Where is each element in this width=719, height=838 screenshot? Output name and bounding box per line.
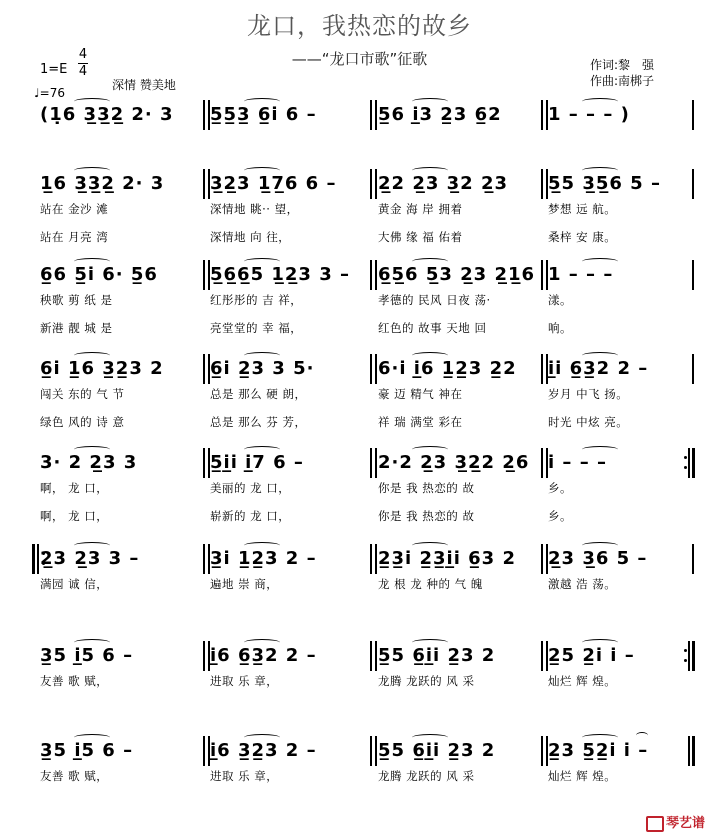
lyric-verse-1: 龙腾 龙跃的 风 采 (378, 769, 475, 783)
time-sig-bottom: 4 (78, 64, 88, 79)
melody-measure: i̲6 6̲3̲2 2 – (210, 645, 317, 666)
lyric-verse-2: 啊， 龙 口， (40, 509, 109, 523)
barline (541, 260, 543, 290)
barline (203, 100, 205, 130)
lyric-verse-1: 进取 乐 章， (210, 769, 279, 783)
slur (74, 352, 110, 359)
melody-measure: i – – – (548, 452, 607, 473)
slur (74, 639, 110, 646)
barline-double (375, 736, 377, 766)
lyric-verse-2: 亮堂堂的 幸 福， (210, 321, 303, 335)
barline-double (375, 169, 377, 199)
slur (412, 542, 448, 549)
melody-measure: 5̲5 3̲5̲6 5 – (548, 173, 661, 194)
barline (370, 354, 372, 384)
song-subtitle: ——“龙口市歌”征歌 (291, 50, 428, 68)
lyric-verse-1: 闯关 东的 气 节 (40, 387, 125, 401)
repeat-dot (684, 649, 687, 652)
lyric-verse-1: 岁月 中飞 扬。 (548, 387, 629, 401)
slur (244, 639, 280, 646)
melody-measure: i̲i 6̲3̲2 2 – (548, 358, 649, 379)
melody-measure: 3̲5 i̲5 6 – (40, 740, 134, 761)
lyric-verse-1: 美丽的 龙 口， (210, 481, 291, 495)
slur (244, 734, 280, 741)
slur (74, 167, 110, 174)
barline-double (375, 544, 377, 574)
lyric-verse-1: 乡。 (548, 481, 572, 495)
barline (370, 260, 372, 290)
melody-measure: 2̲3 3̲6 5 – (548, 548, 648, 569)
melody-measure: 5̲5̲3̲ 6̲i̇ 6 – (210, 104, 317, 125)
barline (692, 260, 694, 290)
lyric-verse-1: 黄金 海 岸 拥着 (378, 202, 463, 216)
barline (370, 100, 372, 130)
barline (203, 169, 205, 199)
slur (582, 167, 618, 174)
lyric-verse-1: 你是 我 热恋的 故 (378, 481, 475, 495)
melody-measure: (1̣6 3̲3̲2̲ 2· 3 (40, 104, 174, 125)
slur (582, 352, 618, 359)
fermata-mark (636, 732, 648, 739)
lyric-verse-2: 总是 那么 芬 芳， (210, 415, 307, 429)
slur (582, 542, 618, 549)
barline (203, 448, 205, 478)
slur (74, 446, 110, 453)
lyric-verse-1: 龙 根 龙 种的 气 魄 (378, 577, 483, 591)
final-thin-bar (688, 736, 690, 766)
lyric-verse-2: 桑梓 安 康。 (548, 230, 617, 244)
lyric-verse-1: 红彤彤的 吉 祥， (210, 293, 303, 307)
melody-measure: 2̲2 2̲3 3̲2 2̲3 (378, 173, 508, 194)
slur (412, 446, 448, 453)
repeat-dot (684, 659, 687, 662)
melody-measure: 2·2 2̲3 3̲2̲2 2̲6 (378, 452, 530, 473)
lyric-verse-1: 豪 迈 精气 神在 (378, 387, 463, 401)
barline (541, 100, 543, 130)
lyric-verse-2: 祥 瑞 满堂 彩在 (378, 415, 463, 429)
slur (74, 734, 110, 741)
lyric-verse-2: 红色的 故事 天地 回 (378, 321, 487, 335)
melody-measure: 6̲i 2̲3 3 5· (210, 358, 315, 379)
barline-double (375, 354, 377, 384)
lyric-verse-1: 进取 乐 章， (210, 674, 279, 688)
lyric-verse-1: 友善 歌 赋， (40, 769, 109, 783)
lyricist-credit: 作词:黎 强 (590, 58, 655, 72)
lyric-verse-2: 你是 我 热恋的 故 (378, 509, 475, 523)
melody-measure: 2̲5 2̲i i – (548, 645, 635, 666)
barline (203, 260, 205, 290)
barline (203, 544, 205, 574)
barline (203, 641, 205, 671)
lyric-verse-2: 深情地 向 往， (210, 230, 291, 244)
time-sig-top: 4 (78, 47, 88, 62)
barline (370, 544, 372, 574)
melody-measure: 6̲i 1̲6 3̲2̲3 2 (40, 358, 164, 379)
repeat-end-thin (688, 641, 690, 671)
repeat-start-bar (32, 544, 35, 574)
slur (582, 446, 618, 453)
barline (692, 354, 694, 384)
barline-double (375, 260, 377, 290)
melody-measure: i̲6 3̲2̲3 2 – (210, 740, 317, 761)
lyric-verse-1: 灿烂 辉 煌。 (548, 769, 617, 783)
barline (541, 544, 543, 574)
barline (370, 448, 372, 478)
melody-measure: 2̲3 5̲2̲i i – (548, 740, 649, 761)
slur (74, 542, 110, 549)
melody-measure: 3· 2 2̲3 3 (40, 452, 138, 473)
slur (244, 167, 280, 174)
repeat-end-bar (692, 448, 695, 478)
barline (203, 736, 205, 766)
tempo-mark: ♩=76 (34, 86, 65, 100)
barline (370, 736, 372, 766)
melody-measure: 3̲5 i̲5 6 – (40, 645, 134, 666)
lyric-verse-1: 激越 浩 荡。 (548, 577, 617, 591)
slur (412, 734, 448, 741)
lyric-verse-1: 灿烂 辉 煌。 (548, 674, 617, 688)
repeat-end-thin (688, 448, 690, 478)
melody-measure: 2̲3 2̲3 3 – (40, 548, 140, 569)
slur (244, 258, 280, 265)
slur (582, 639, 618, 646)
watermark-text: 琴艺谱 (666, 816, 706, 831)
lyric-verse-1: 深情地 眺·· 望， (210, 202, 299, 216)
watermark-logo (646, 812, 705, 832)
slur (412, 258, 448, 265)
lyric-verse-1: 啊， 龙 口， (40, 481, 109, 495)
repeat-dot (684, 466, 687, 469)
song-title: 龙口，我热恋的故乡 (247, 12, 472, 40)
melody-measure: 6̲6 5̲i 6· 5̲6 (40, 264, 158, 285)
barline (541, 448, 543, 478)
slur (412, 352, 448, 359)
lyric-verse-2: 时光 中炫 亮。 (548, 415, 629, 429)
barline-double (375, 641, 377, 671)
barline-double (375, 100, 377, 130)
lyric-verse-2: 站在 月亮 湾 (40, 230, 109, 244)
melody-measure: 6̲5̲6 5̲3 2̲3 2̲1̲6 (378, 264, 536, 285)
repeat-dot (684, 456, 687, 459)
melody-measure: 1̲6 3̲3̲2̲ 2· 3 (40, 173, 165, 194)
melody-measure: 2̲3̲i 2̲3̲i̲i 6̲3 2 (378, 548, 516, 569)
lyric-verse-1: 遍地 崇 商， (210, 577, 279, 591)
barline (692, 544, 694, 574)
barline (370, 169, 372, 199)
slur (582, 734, 618, 741)
lyric-verse-1: 友善 歌 赋， (40, 674, 109, 688)
lyric-verse-2: 绿色 风的 诗 意 (40, 415, 125, 429)
melody-measure: 5̲6 i̲3 2̲3 6̲2 (378, 104, 502, 125)
barline-double (375, 448, 377, 478)
lyric-verse-1: 孝德的 民风 日夜 荡· (378, 293, 491, 307)
lyric-verse-1: 龙腾 龙跃的 风 采 (378, 674, 475, 688)
slur (74, 98, 110, 105)
slur (412, 98, 448, 105)
slur (412, 167, 448, 174)
lyric-verse-1: 梦想 远 航。 (548, 202, 617, 216)
slur (244, 98, 280, 105)
melody-measure: 1 – – – (548, 264, 614, 285)
melody-measure: 3̲2̲3 1̲7̲6 6 – (210, 173, 337, 194)
slur (244, 542, 280, 549)
lyric-verse-1: 总是 那么 硬 朗， (210, 387, 307, 401)
barline (370, 641, 372, 671)
barline (692, 100, 694, 130)
lyric-verse-2: 大佛 缘 福 佑着 (378, 230, 463, 244)
composer-credit: 作曲:南梆子 (590, 74, 655, 88)
melody-measure: 5̲5 6̲i̲i 2̲3 2 (378, 740, 496, 761)
slur (74, 258, 110, 265)
slur (582, 98, 618, 105)
melody-measure: 3̲i 1̲2̲3 2 – (210, 548, 317, 569)
expression-mark: 深情 赞美地 (112, 78, 176, 92)
melody-measure: 5̲5 6̲i̲i 2̲3 2 (378, 645, 496, 666)
barline (541, 354, 543, 384)
repeat-end-bar (692, 641, 695, 671)
final-bar (692, 736, 695, 766)
lyric-verse-1: 漾。 (548, 293, 572, 307)
lyric-verse-1: 秧歌 剪 纸 是 (40, 293, 113, 307)
lyric-verse-2: 乡。 (548, 509, 572, 523)
barline (541, 641, 543, 671)
slur (244, 446, 280, 453)
slur (582, 258, 618, 265)
lyric-verse-1: 满园 诚 信， (40, 577, 109, 591)
lyric-verse-2: 新港 靓 城 是 (40, 321, 113, 335)
slur (244, 352, 280, 359)
lyric-verse-2: 崭新的 龙 口， (210, 509, 291, 523)
key-signature: 1=E (40, 62, 68, 77)
melody-measure: 5̲i̲i i̲7 6 – (210, 452, 304, 473)
melody-measure: 6·i i̲6 1̲2̲3 2̲2 (378, 358, 517, 379)
repeat-start-thin (37, 544, 39, 574)
melody-measure: 1 – – – ) (548, 104, 630, 125)
time-signature (78, 47, 88, 80)
barline (692, 169, 694, 199)
lyric-verse-2: 响。 (548, 321, 572, 335)
logo-icon (646, 816, 664, 832)
barline (541, 169, 543, 199)
barline (203, 354, 205, 384)
melody-measure: 5̲6̲6̲5 1̲2̲3 3 – (210, 264, 350, 285)
lyric-verse-1: 站在 金沙 滩 (40, 202, 109, 216)
slur (412, 639, 448, 646)
barline (541, 736, 543, 766)
